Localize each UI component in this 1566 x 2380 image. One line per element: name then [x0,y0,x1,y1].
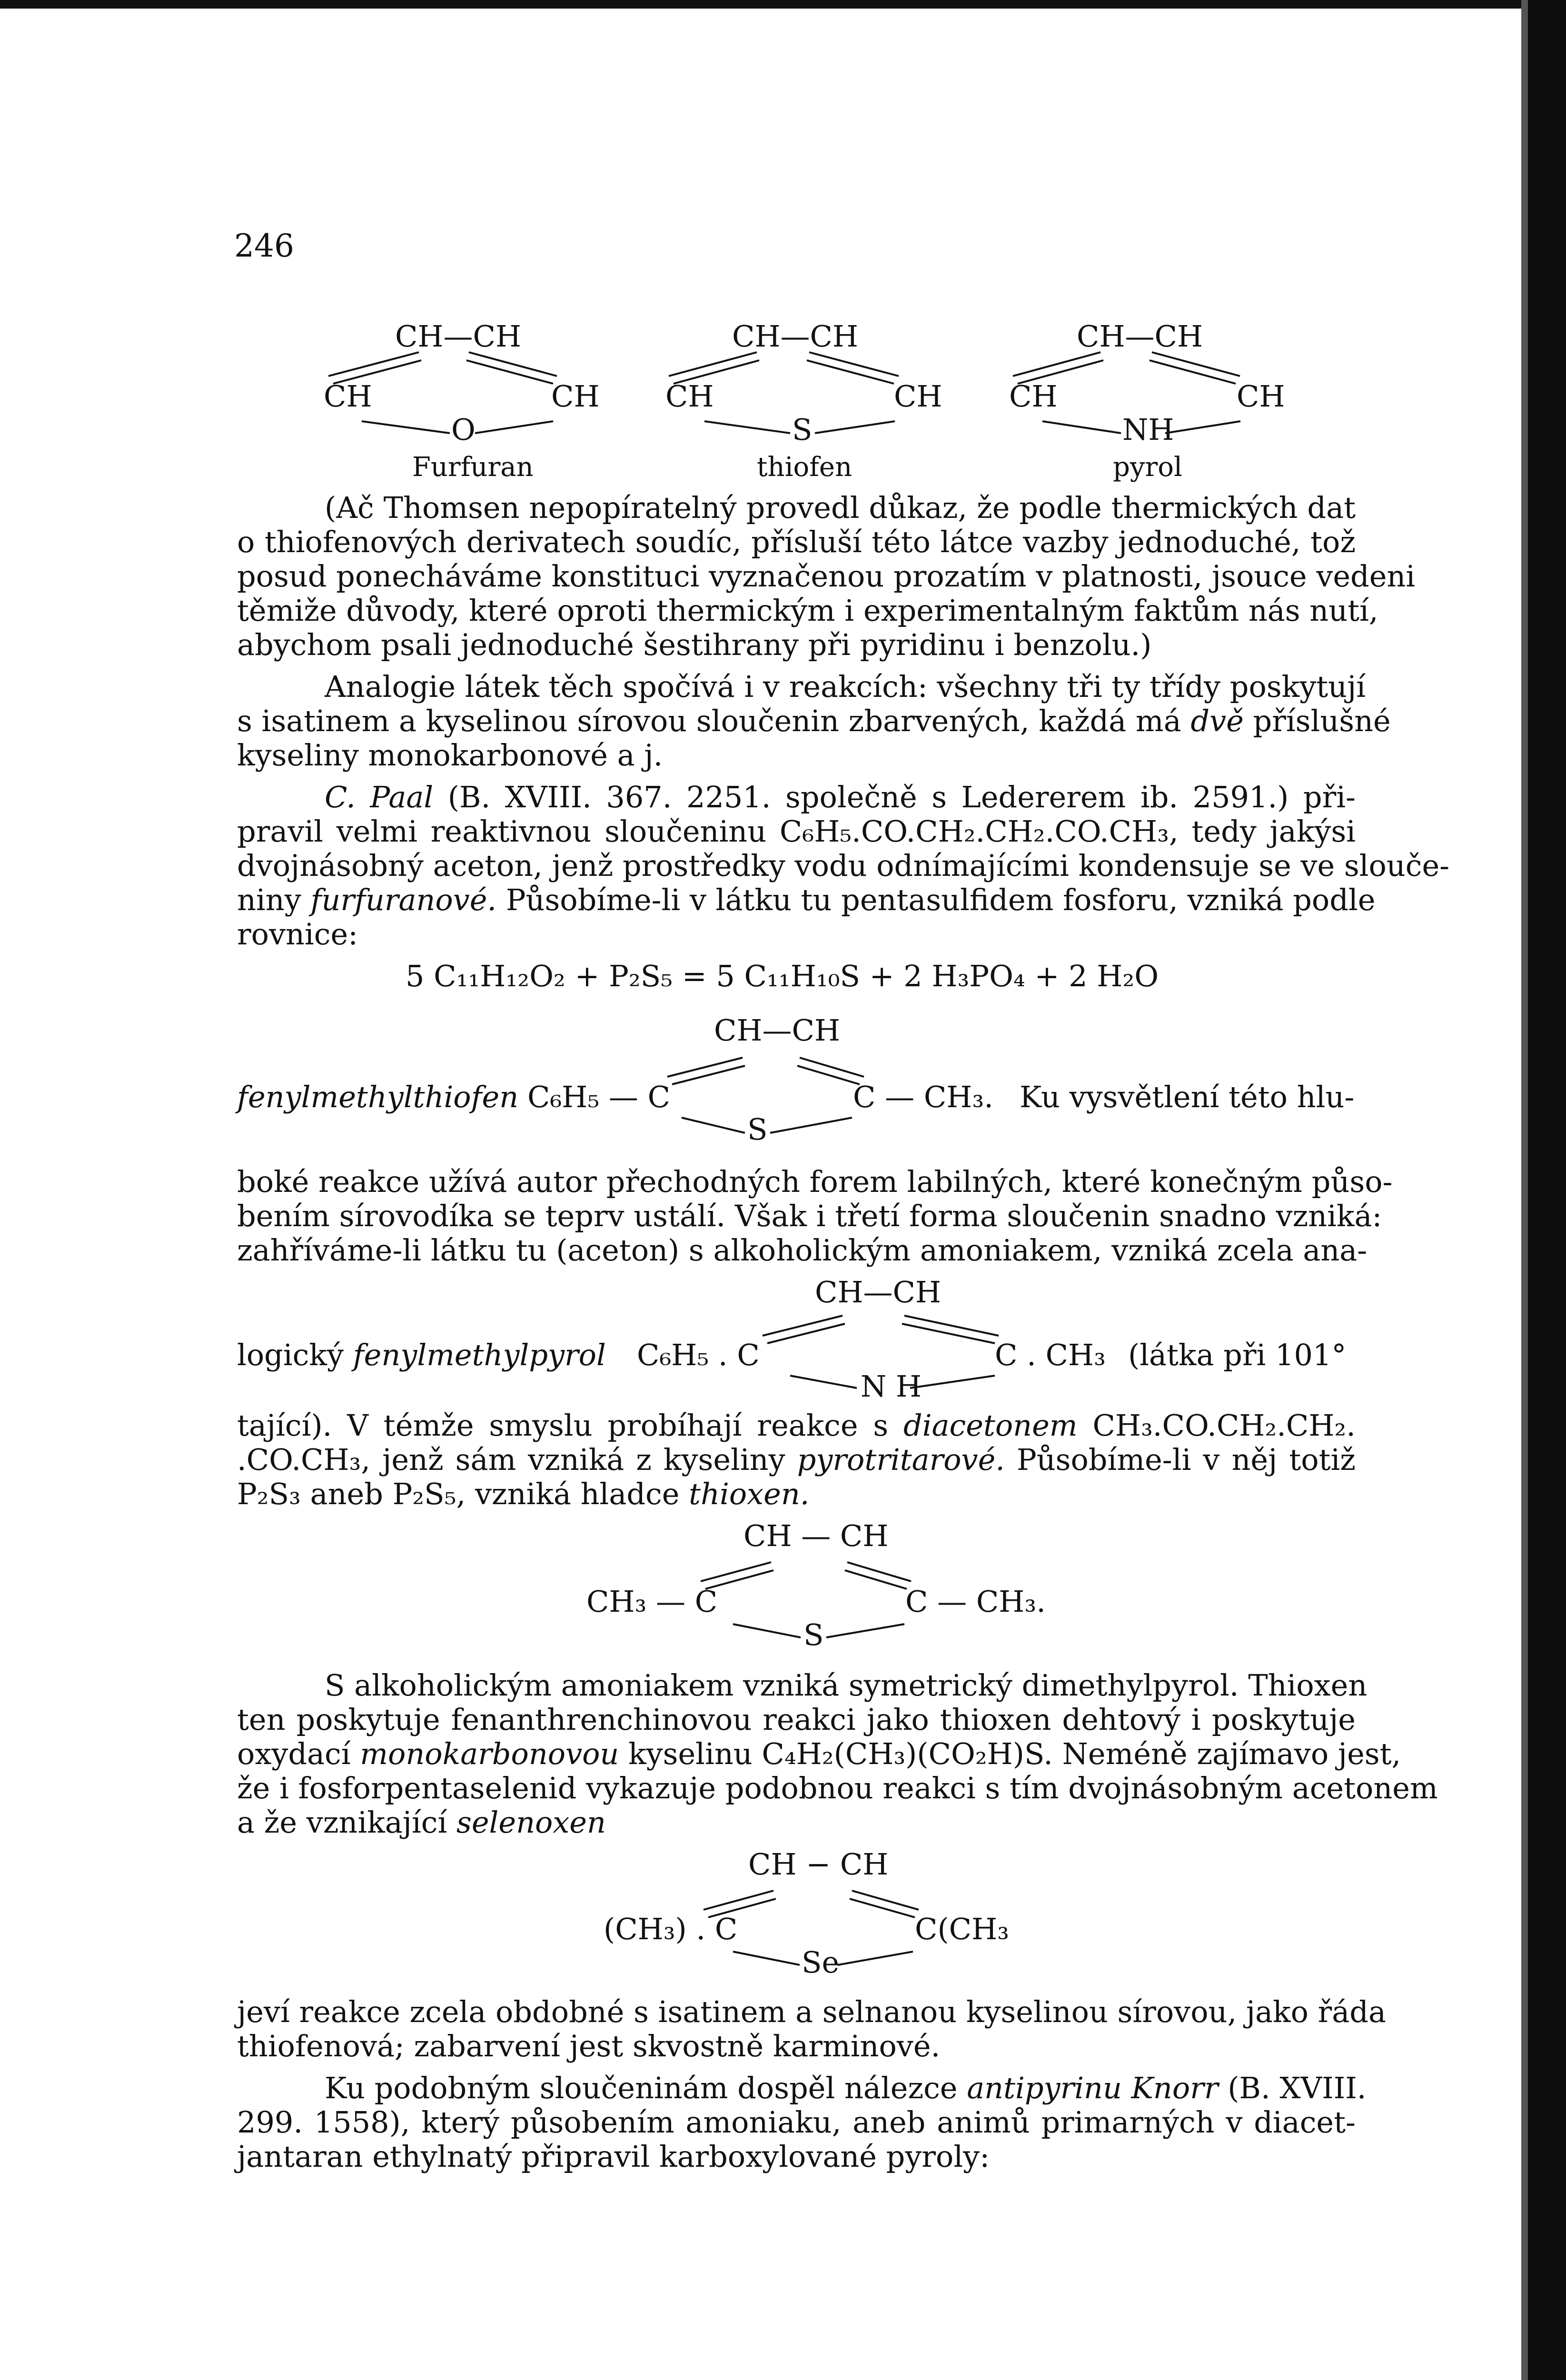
para7-line2: thiofenová; zabarvení jest skvostně karminové. [237,2029,941,2063]
para5-line3-italic: thioxen. [689,1477,810,1511]
fenylpyrol-prefix: logický [237,1338,344,1372]
para4-line1: boké reakce užívá autor přechodných forem labilných, které konečným půso- [237,1164,1393,1199]
para5-line3-a: P₂S₃ aneb P₂S₅, vzniká hladce [237,1477,680,1511]
para2-line1: Analogie látek těch spočívá i v reakcích: všechny tři ty třídy poskytují [325,669,1366,704]
selenoxen-hetero: Se [802,1945,840,1980]
fenylpyrol-top: CH—CH [815,1275,942,1309]
para5-line2-italic: pyrotritarové. [797,1442,1005,1477]
selenoxen-top: CH − CH [748,1847,889,1882]
fenylthiofen-after: Ku vysvětlení této hlu- [1020,1080,1355,1114]
fenylthiofen-top: CH—CH [714,1013,841,1048]
furfuran-right: CH [551,379,600,414]
para3-line1-text: (B. XVIII. 367. 2251. společně s Ledererem ib. 2591.) při- [447,780,1356,814]
para1-line5: abychom psali jednoduché šestihrany při pyridinu i benzolu.) [237,627,1152,662]
para6-line3-a: oxydací [237,1736,351,1771]
para3-line2: pravil velmi reaktivnou sloučeninu C₆H₅.CO.CH₂.CH₂.CO.CH₃, tedy jakýsi [237,814,1356,849]
fenylpyrol-name: fenylmethylpyrol [353,1338,606,1372]
para3-line3: dvojnásobný aceton, jenž prostředky vodu odnímajícími kondensuje se ve slouče- [237,848,1450,883]
para1-line1: (Ač Thomsen nepopíratelný provedl důkaz, že podle thermických dat [325,490,1356,525]
para1-line4: těmiže důvody, které oproti thermickým i experimentalným faktům nás nutí, [237,593,1378,628]
thiofen-right: CH [894,379,942,414]
selenoxen-left: (CH₃) . C [604,1912,738,1946]
para3-line4-italic: furfuranové. [310,883,497,917]
pyrol-label: pyrol [1113,452,1182,483]
para6-line5-a: a že vznikající [237,1805,447,1840]
para5-line1-italic: diacetonem [903,1408,1078,1443]
fenylpyrol-hetero: N H [861,1369,922,1404]
para3-line4-b: Působíme-li v látku tu pentasulfidem fosforu, vzniká podle [505,883,1376,917]
para2-line2-text: s isatinem a kyselinou sírovou sloučenin zbarvených, každá má [237,704,1181,738]
para1-line3: posud ponecháváme konstituci vyznačenou prozatím v platnosti, jsouce vedeni [237,559,1416,594]
para6-line4: že i fosforpentaselenid vykazuje podobnou reakci s tím dvojnásobným acetonem [237,1771,1438,1805]
para2-line3: kyseliny monokarbonové a j. [237,738,663,773]
para8-line1-a: Ku podobným sloučeninám dospěl nálezce [325,2071,958,2105]
para6-line1: S alkoholickým amoniakem vzniká symetrický dimethylpyrol. Thioxen [325,1668,1368,1703]
furfuran-top: CH—CH [395,319,522,354]
para6-line5-italic: selenoxen [456,1805,606,1840]
para6-line3-italic: monokarbonovou [360,1736,619,1771]
fenylpyrol-after: (látka při 101° [1128,1338,1347,1372]
para3-line4-a: niny [237,883,301,917]
para5-line1-a: tající). V témže smyslu probíhají reakce s [237,1408,889,1443]
furfuran-hetero: O [451,412,476,447]
para5-line2-b: Působíme-li v něj totiž [1017,1442,1356,1477]
para5-line1-b: CH₃.CO.CH₂.CH₂. [1092,1408,1356,1443]
para6-line3-b: kyselinu C₄H₂(CH₃)(CO₂H)S. Neméně zajímavo jest, [628,1736,1401,1771]
para2-line2-end: příslušné [1253,704,1391,738]
para8-line3: jantaran ethylnatý připravil karboxylované pyroly: [237,2139,990,2174]
para8-line1-b: (B. XVIII. [1228,2071,1367,2105]
para7-line1: jeví reakce zcela obdobné s isatinem a selnanou kyselinou sírovou, jako řáda [237,1994,1386,2029]
thiofen-hetero: S [792,412,813,447]
para3-line5: rovnice: [237,917,358,952]
fenylthiofen-name: fenylmethylthiofen [237,1080,519,1114]
para1-line2: o thiofenových derivatech soudíc, přísluší této látce vazby jednoduché, tož [237,525,1356,559]
fenylpyrol-right: C . CH₃ [995,1338,1106,1372]
thioxen-left: CH₃ — C [586,1584,718,1619]
para6-line2: ten poskytuje fenanthrenchinovou reakci jako thioxen dehtový i poskytuje [237,1702,1356,1737]
thiofen-top: CH—CH [732,319,859,354]
pyrol-top: CH—CH [1077,319,1203,354]
selenoxen-right: C(CH₃ [915,1912,1009,1946]
thiofen-left: CH [665,379,714,414]
para4-line3: zahříváme-li látku tu (aceton) s alkoholickým amoniakem, vzniká zcela ana- [237,1233,1368,1268]
para5-line2-a: .CO.CH₃, jenž sám vzniká z kyseliny [237,1442,785,1477]
para2-line2-italic: dvě [1190,704,1244,738]
pyrol-right: CH [1237,379,1285,414]
furfuran-left: CH [324,379,372,414]
fenylpyrol-left: C₆H₅ . C [637,1338,760,1372]
equation: 5 C₁₁H₁₂O₂ + P₂S₅ = 5 C₁₁H₁₀S + 2 H₃PO₄ + 2 H₂O [406,959,1159,993]
fenylthiofen-hetero: S [747,1112,768,1147]
para8-line1-italic: antipyrinu Knorr [967,2071,1219,2105]
thioxen-right: C — CH₃. [905,1584,1046,1619]
para4-line2: bením sírovodíka se teprv ustálí. Však i třetí forma sloučenin snadno vzniká: [237,1199,1382,1233]
furfuran-label: Furfuran [412,452,534,483]
pyrol-hetero: NH [1122,412,1174,447]
thioxen-top: CH — CH [743,1518,889,1553]
para8-line1 [325,2071,1367,2105]
thiofen-label: thiofen [757,452,852,483]
fenylthiofen-left: C₆H₅ — C [527,1080,671,1114]
page-number: 246 [234,228,294,264]
fenylthiofen-right: C — CH₃. [853,1080,993,1114]
para3-author: C. Paal [325,780,434,814]
para8-line2: 299. 1558), který působením amoniaku, aneb animů primarných v diacet- [237,2105,1356,2140]
pyrol-left: CH [1009,379,1058,414]
thioxen-hetero: S [803,1617,824,1652]
